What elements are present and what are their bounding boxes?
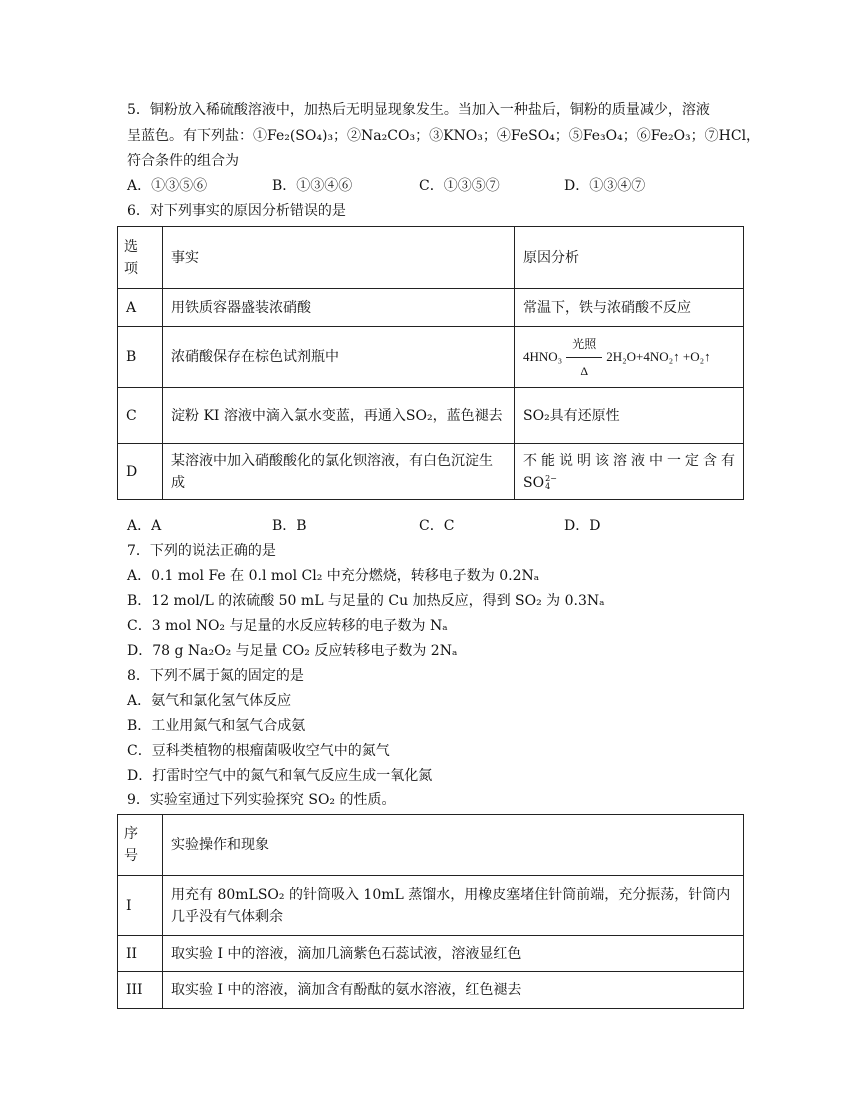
q5-stem-line3: 符合条件的组合为 (127, 153, 239, 169)
q5-option-a[interactable]: A．①③⑤⑥ (127, 178, 208, 194)
condition-heat: Δ (580, 363, 589, 378)
q6-row-b-fact: 浓硝酸保存在棕色试剂瓶中 (163, 327, 515, 388)
q5-stem-line2: 呈蓝色。有下列盐：①Fe₂(SO₄)₃；②Na₂CO₃；③KNO₃；④FeSO₄；⑤Fe₃O₄；⑥Fe₂O₃；⑦HCl， (127, 128, 761, 144)
q5-option-b[interactable]: B．①③④⑥ (272, 178, 353, 194)
q6-row-b-reason (515, 327, 744, 388)
q9-stem: 9．实验室通过下列实验探究 SO₂ 的性质。 (127, 792, 396, 808)
q9-row-1-content: 用充有 80mLSO₂ 的针筒吸入 10mL 蒸馏水，用橡皮塞堵住针筒前端，充分振荡，针筒内几乎没有气体剩余 (163, 876, 744, 936)
q6-row-c-reason: SO₂具有还原性 (515, 388, 744, 444)
q6-row-a-label: A (118, 289, 163, 327)
reaction-condition (566, 333, 602, 382)
photolysis-equation (523, 333, 711, 382)
q6-header-option: 选项 (118, 227, 163, 289)
q8-stem: 8．下列不属于氮的固定的是 (127, 668, 304, 684)
sulfate-ion: SO 2− 4 (523, 473, 557, 491)
q6-option-b[interactable]: B．B (272, 518, 307, 534)
q7-option-a[interactable]: A．0.1 mol Fe 在 0.l mol Cl₂ 中充分燃烧，转移电子数为 0.2Nₐ (127, 568, 540, 584)
q6-row-a-fact: 用铁质容器盛装浓硝酸 (163, 289, 515, 327)
q6-row-b-label: B (118, 327, 163, 388)
table-row (118, 876, 744, 936)
q7-option-d[interactable]: D．78 g Na₂O₂ 与足量 CO₂ 反应转移电子数为 2Nₐ (127, 643, 458, 659)
q7-option-b[interactable]: B．12 mol/L 的浓硫酸 50 mL 与足量的 Cu 加热反应，得到 SO₂ 为 0.3Nₐ (127, 593, 605, 609)
q6-stem: 6．对下列事实的原因分析错误的是 (127, 203, 346, 219)
q6-row-d-reason-line1: 不能说明该溶液中一定含有 (523, 452, 735, 469)
table-row (118, 289, 744, 327)
equation-reactant: 4HNO₃ (523, 349, 563, 364)
table-row (118, 327, 744, 388)
q6-table (117, 226, 744, 500)
q9-row-3-content: 取实验 I 中的溶液，滴加含有酚酞的氨水溶液，红色褪去 (163, 972, 744, 1009)
q5-stem-line1: 5．铜粉放入稀硫酸溶液中，加热后无明显现象发生。当加入一种盐后，铜粉的质量减少，溶液 (127, 102, 710, 118)
q9-row-2-content: 取实验 I 中的溶液，滴加几滴紫色石蕊试液，溶液显红色 (163, 936, 744, 972)
q9-table (117, 814, 744, 1009)
q9-row-3-label: III (118, 972, 163, 1009)
q7-option-c[interactable]: C．3 mol NO₂ 与足量的水反应转移的电子数为 Nₐ (127, 618, 448, 634)
q6-row-d-fact: 某溶液中加入硝酸酸化的氯化钡溶液，有白色沉淀生成 (163, 444, 515, 500)
q6-row-d-reason (515, 444, 744, 500)
q8-option-d[interactable]: D．打雷时空气中的氮气和氧气反应生成一氧化氮 (127, 768, 433, 784)
q6-header-fact: 事实 (163, 227, 515, 289)
table-row (118, 388, 744, 444)
table-row (118, 972, 744, 1009)
q9-header-index: 序号 (118, 815, 163, 876)
q5-option-c[interactable]: C．①③⑤⑦ (419, 178, 500, 194)
q6-option-a[interactable]: A．A (127, 518, 162, 534)
q9-header-procedure: 实验操作和现象 (163, 815, 744, 876)
q7-stem: 7．下列的说法正确的是 (127, 543, 276, 559)
q6-row-c-label: C (118, 388, 163, 444)
table-row (118, 936, 744, 972)
condition-light: 光照 (572, 336, 597, 351)
ion-subscript: 4 (545, 481, 551, 491)
q6-row-d-label: D (118, 444, 163, 500)
equation-products: 2H₂O+4NO₂↑ +O₂↑ (606, 349, 711, 364)
q9-row-1-label: I (118, 876, 163, 936)
q6-header-reason: 原因分析 (515, 227, 744, 289)
q8-option-c[interactable]: C．豆科类植物的根瘤菌吸收空气中的氮气 (127, 743, 390, 759)
q6-row-a-reason: 常温下，铁与浓硝酸不反应 (515, 289, 744, 327)
table-row (118, 444, 744, 500)
q6-option-d[interactable]: D．D (564, 518, 601, 534)
q6-row-c-fact: 淀粉 KI 溶液中滴入氯水变蓝，再通入SO₂，蓝色褪去 (163, 388, 515, 444)
ion-charge: 2− (545, 473, 557, 483)
q9-row-2-label: II (118, 936, 163, 972)
q8-option-b[interactable]: B．工业用氮气和氢气合成氨 (127, 718, 306, 734)
q5-option-d[interactable]: D．①③④⑦ (564, 178, 646, 194)
q6-option-c[interactable]: C．C (419, 518, 455, 534)
q9-header-row (118, 815, 744, 876)
q8-option-a[interactable]: A．氨气和氯化氢气体反应 (127, 693, 292, 709)
reaction-arrow-line (566, 357, 602, 358)
q6-header-row (118, 227, 744, 289)
